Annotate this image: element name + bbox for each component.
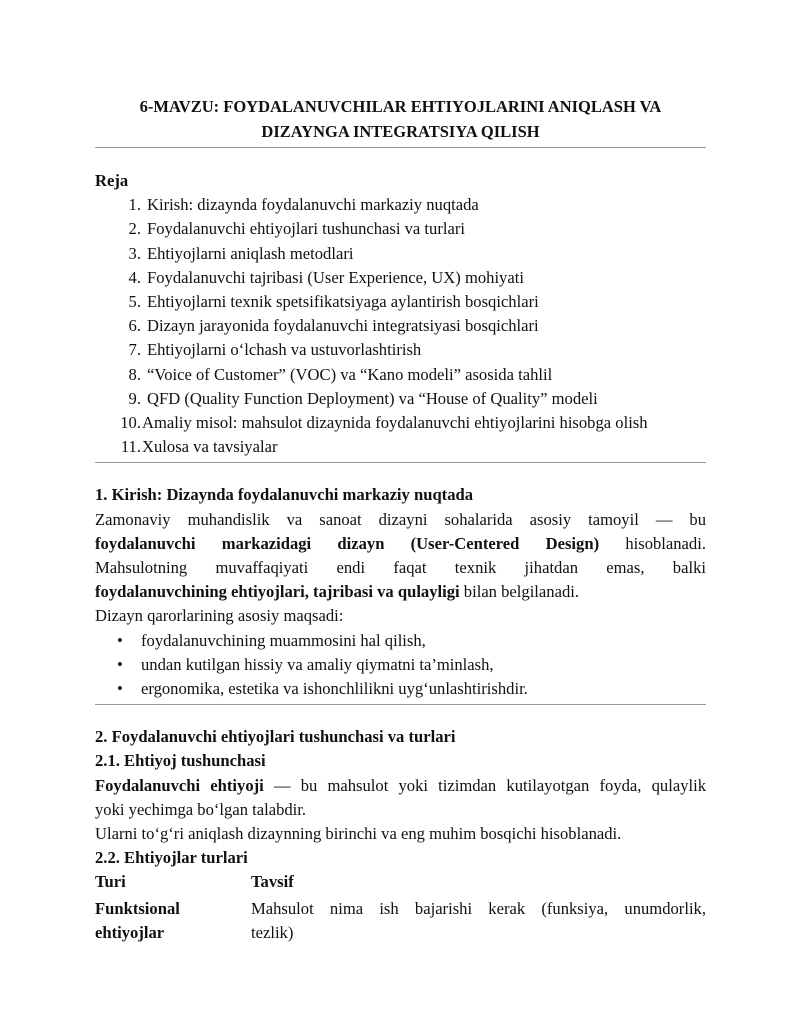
title-line-2: DIZAYNGA INTEGRATSIYA QILISH — [261, 122, 540, 141]
section2-subheading: 2.1. Ehtiyoj tushunchasi — [95, 751, 266, 771]
list-item: 1. Kirish: dizaynda foydalanuvchi markaziy nuqtada — [128, 195, 479, 215]
table-cell: Funktsional ehtiyojlar — [95, 898, 180, 942]
list-item: 5. Ehtiyojlarni texnik spetsifikatsiyaga aylantirish bosqichlari — [128, 292, 539, 312]
bullet-icon: • — [117, 679, 123, 699]
list-item: • foydalanuvchining muammosini hal qilish, — [95, 629, 706, 653]
bullet-icon: • — [117, 654, 123, 674]
section1-heading: 1. Kirish: Dizaynda foydalanuvchi markaziy nuqtada — [95, 485, 474, 505]
list-item: 7. Ehtiyojlarni o‘lchash va ustuvorlashtirish — [128, 340, 422, 360]
section2-heading: 2. Foydalanuvchi ehtiyojlari tushunchasi va turlari — [95, 727, 456, 747]
list-item: 3. Ehtiyojlarni aniqlash metodlari — [128, 243, 354, 263]
table-row — [95, 897, 706, 945]
bullet-list — [95, 629, 706, 702]
list-item: 4. Foydalanuvchi tajribasi (User Experience, UX) mohiyati — [128, 267, 524, 287]
section2-paragraph: Ularni to‘g‘ri aniqlash dizaynning birinchi va eng muhim bosqichi hisoblanadi. — [95, 824, 622, 844]
divider-reja — [95, 462, 706, 463]
table-header — [95, 870, 706, 894]
section2-line: Foydalanuvchi ehtiyoji — bu mahsulot yoki tizimdan kutilayotgan foyda, qulaylik — [95, 775, 707, 795]
list-item: 9. QFD (Quality Function Deployment) va “House of Quality” modeli — [128, 388, 598, 408]
section1-paragraph: Dizayn qarorlarining asosiy maqsadi: — [95, 606, 344, 626]
section2-line: yoki yechimga bo‘lgan talabdir. — [95, 799, 307, 819]
document-title — [95, 94, 706, 144]
document-page — [95, 94, 706, 945]
section1-line: Mahsulotning muvaffaqiyati endi faqat texnik jihatdan emas, balki — [95, 558, 706, 578]
list-item: 6. Dizayn jarayonida foydalanuvchi integratsiyasi bosqichlari — [128, 316, 539, 336]
section1-line: foydalanuvchining ehtiyojlari, tajribasi va qulayligi bilan belgilanadi. — [95, 582, 580, 602]
list-item: 2. Foydalanuvchi ehtiyojlari tushunchasi va turlari — [128, 219, 465, 239]
list-item: 11. Xulosa va tavsiyalar — [120, 437, 278, 457]
reja-heading: Reja — [95, 171, 129, 190]
reja-list — [95, 193, 706, 459]
list-item: 8. “Voice of Customer” (VOC) va “Kano modeli” asosida tahlil — [128, 364, 553, 384]
section2-subheading: 2.2. Ehtiyojlar turlari — [95, 848, 248, 868]
section1-line: foydalanuvchi markazidagi dizayn (User-Centered Design) hisoblanadi. — [95, 533, 706, 553]
divider-title — [95, 147, 706, 148]
table-header-cell: Tavsif — [251, 872, 294, 892]
list-item: • ergonomika, estetika va ishonchlilikni uyg‘unlashtirishdir. — [95, 677, 706, 701]
table-header-cell: Turi — [95, 872, 126, 892]
divider-section1 — [95, 704, 706, 705]
list-item: • undan kutilgan hissiy va amaliy qiymatni ta’minlash, — [95, 653, 706, 677]
table-cell: Mahsulot nima ish bajarishi kerak (funksiya, unumdorlik, tezlik) — [251, 898, 706, 942]
list-item: 10. Amaliy misol: mahsulot dizaynida foydalanuvchi ehtiyojlarini hisobga olish — [120, 413, 648, 433]
bullet-icon: • — [117, 630, 123, 650]
section1-line: Zamonaviy muhandislik va sanoat dizayni sohalarida asosiy tamoyil — bu — [95, 509, 706, 529]
title-line-1: 6-MAVZU: FOYDALANUVCHILAR EHTIYOJLARINI ANIQLASH VA — [139, 97, 662, 116]
